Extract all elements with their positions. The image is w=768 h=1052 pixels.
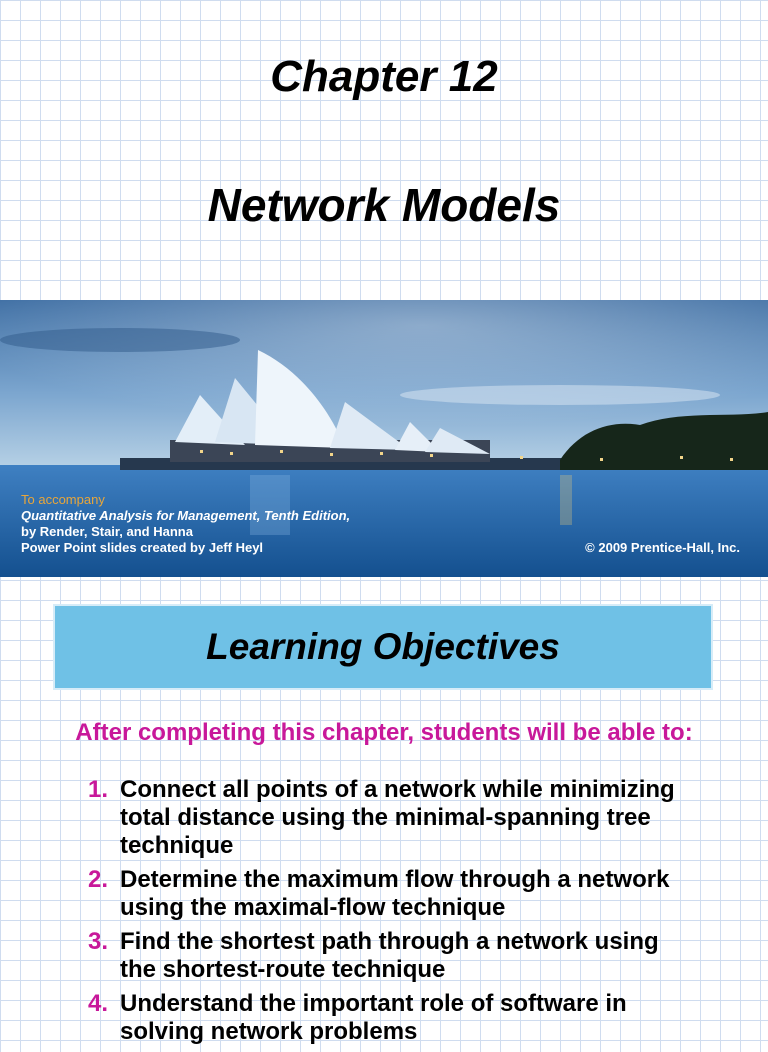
objective-number: 3.: [88, 928, 109, 955]
chapter-number: Chapter 12: [270, 52, 498, 101]
objective-item: [88, 776, 688, 860]
objective-number: 2.: [88, 866, 109, 893]
objectives-heading: Learning Objectives: [206, 626, 560, 667]
credit-slides-author: Power Point slides created by Jeff Heyl: [21, 540, 264, 555]
objective-item: [88, 866, 688, 922]
objective-text: Connect all points of a network while minimizing total distance using the minimal-spanning tree technique: [120, 776, 675, 859]
credit-authors: by Render, Stair, and Hanna: [21, 524, 193, 539]
objective-text: Understand the important role of software in solving network problems: [120, 990, 627, 1045]
objectives-intro: After completing this chapter, students will be able to:: [75, 719, 693, 746]
objective-text: Find the shortest path through a network using the shortest-route technique: [120, 928, 659, 983]
objective-number: 1.: [88, 776, 109, 803]
objective-item: [88, 990, 688, 1046]
objective-item: [88, 928, 688, 984]
copyright-notice: © 2009 Prentice-Hall, Inc.: [585, 540, 740, 555]
objective-text: Determine the maximum flow through a network using the maximal-flow technique: [120, 866, 670, 921]
objective-number: 4.: [88, 990, 109, 1017]
chapter-title: Network Models: [207, 179, 561, 231]
credit-to-accompany: To accompany: [21, 492, 105, 507]
objectives-list: [88, 776, 688, 1052]
objectives-heading-box: [53, 604, 713, 690]
credit-book-title: Quantitative Analysis for Management, Tenth Edition,: [21, 508, 351, 523]
banner-photo: [0, 300, 768, 577]
